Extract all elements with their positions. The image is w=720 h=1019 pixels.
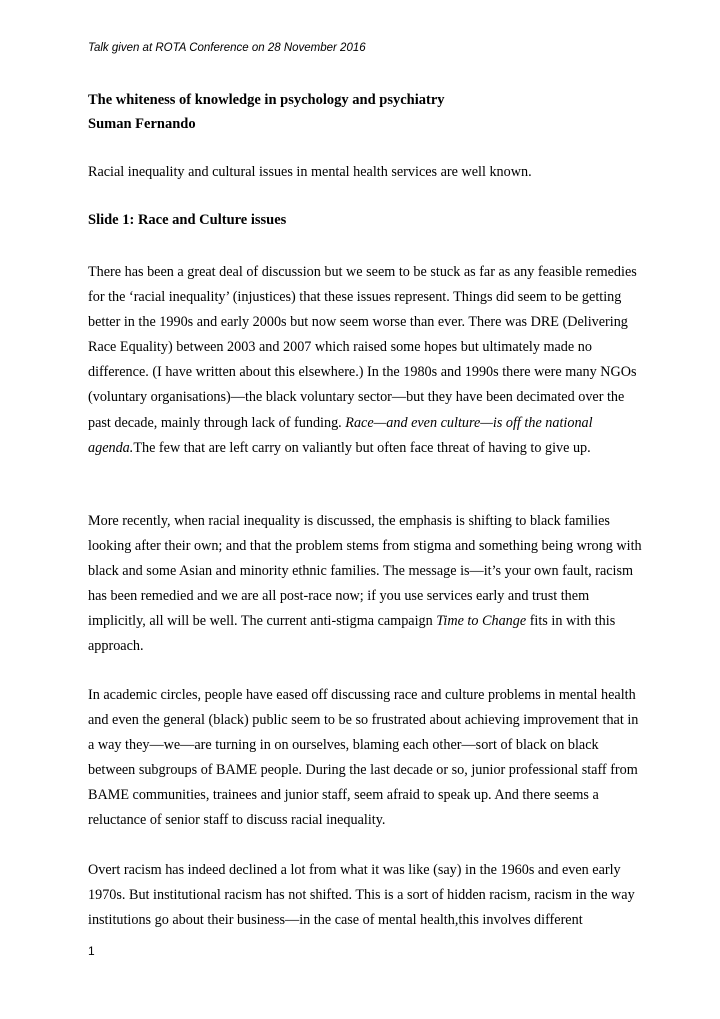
page-header: Talk given at ROTA Conference on 28 November 2016 [88,42,366,54]
paragraph-2-text-b: fits in with this approach. [88,613,616,655]
paragraph-2-text-a: More recently, when racial inequality is discussed, the emphasis is shifting to black families looking after their own; and that the problem stems from stigma and something being wrong with black and some Asian and minority ethnic families. The message is—it’s your own fault, racism has been remedied and we are all post-race now; if you use services early and trust them implicitly, all will be well. The current anti-stigma campaign [88,513,642,630]
paragraph-1-emphasis: Race—and even culture—is off the national agenda. [88,414,593,456]
paragraph-2-emphasis: Time to Change [436,613,527,630]
intro-paragraph: Racial inequality and cultural issues in mental health services are well known. [88,164,532,180]
paragraph-4: Overt racism has indeed declined a lot from what it was like (say) in the 1960s and even early 1970s. But institutional racism has not shifted. This is a sort of hidden racism, racism in the way institutions go about their business—in the case of mental health,this involves different [88,862,635,929]
page-number: 1 [88,944,95,958]
paragraph-2 [88,509,648,660]
paragraph-1-text-b: The few that are left carry on valiantly but often face threat of having to give up. [133,439,591,456]
paragraph-1 [88,260,648,461]
paragraph-3: In academic circles, people have eased off discussing race and culture problems in mental health and even the general (black) public seem to be so frustrated about achieving improvement that in a way they—we—are turning in on ourselves, blaming each other—sort of black on black between subgroups of BAME people. During the last decade or so, junior professional staff from BAME communities, trainees and junior staff, seem afraid to speak up. And there seems a reluctance of senior staff to discuss racial inequality. [88,687,639,829]
slide-heading: Slide 1: Race and Culture issues [88,212,287,228]
document-title: The whiteness of knowledge in psychology and psychiatry [88,92,445,108]
paragraph-1-text-a: There has been a great deal of discussion but we seem to be stuck as far as any feasible remedies for the ‘racial inequality’ (injustices) that these issues represent. Things did seem to be getting better in the 1990s and early 2000s but now seem worse than ever. There was DRE (Delivering Race Equality) between 2003 and 2007 which raised some hopes but ultimately made no difference. (I have written about this elsewhere.) In the 1980s and 1990s there were many NGOs (voluntary organisations)—the black voluntary sector—but they have been decimated over the past decade, mainly through lack of funding. [88,264,637,431]
title-block [88,88,648,136]
document-author: Suman Fernando [88,116,196,132]
